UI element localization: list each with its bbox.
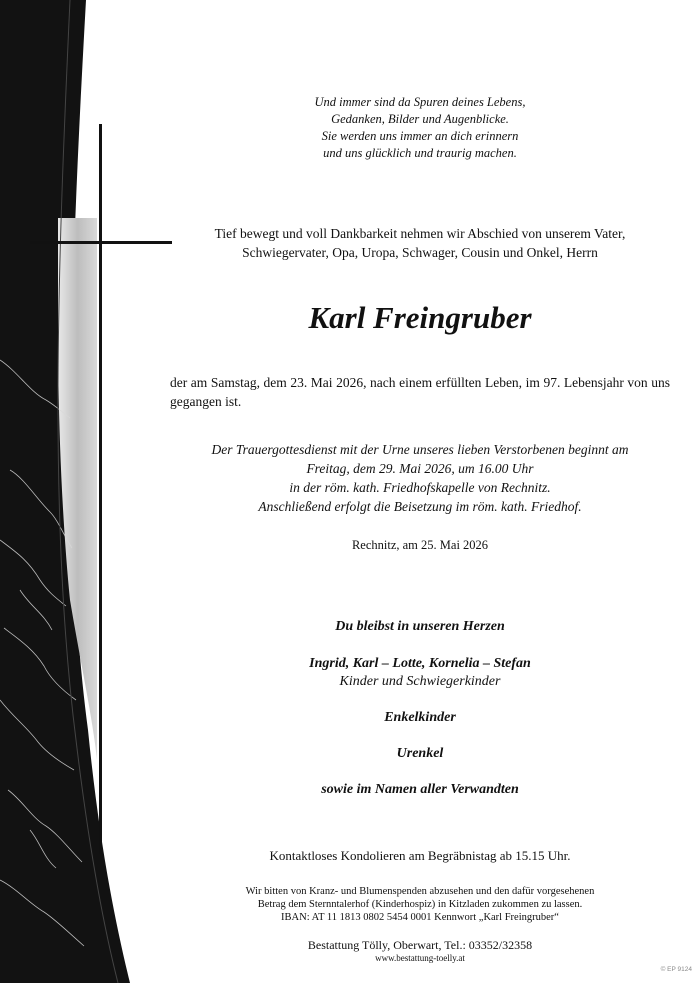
poem-line-1: Und immer sind da Spuren deines Lebens, <box>314 95 526 109</box>
service-date: Freitag, dem 29. Mai 2026, um 16.00 Uhr <box>306 461 534 476</box>
children-names: Ingrid, Karl – Lotte, Kornelia – Stefan <box>309 656 531 671</box>
funeral-home-website[interactable]: www.bestattung-toelly.at <box>375 953 465 963</box>
relatives: sowie im Namen aller Verwandten <box>321 782 519 797</box>
service-line-3: in der röm. kath. Friedhofskapelle von Rechnitz. <box>289 480 551 495</box>
children-label: Kinder und Schwiegerkinder <box>339 674 501 689</box>
great-grandchildren: Urenkel <box>396 746 444 761</box>
donation-line-2: Betrag dem Sternntalerhof (Kinderhospiz) in Kitzladen zukommen zu lassen. <box>257 899 583 910</box>
reference-code: © EP 9124 <box>660 966 692 973</box>
donation-line-1: Wir bitten von Kranz- und Blumenspenden abzusehen und den dafür vorgesehenen <box>245 886 595 897</box>
cross-vertical <box>99 124 102 854</box>
grandchildren: Enkelkinder <box>384 710 456 725</box>
donation-iban: IBAN: AT 11 1813 0802 5454 0001 Kennwort „Karl Freingruber“ <box>281 912 559 923</box>
intro-line-1: Tief bewegt und voll Dankbarkeit nehmen wir Abschied von unserem Vater, <box>214 226 626 241</box>
poem-line-2: Gedanken, Bilder und Augenblicke. <box>331 112 509 126</box>
condolence-note: Kontaktloses Kondolieren am Begräbnistag ab 15.15 Uhr. <box>269 848 571 863</box>
motto: Du bleibst in unseren Herzen <box>335 619 505 634</box>
service-line-1: Der Trauergottesdienst mit der Urne unseres lieben Verstorbenen beginnt am <box>211 442 629 457</box>
poem-line-4: und uns glücklich und traurig machen. <box>323 146 517 160</box>
deceased-name: Karl Freingruber <box>308 300 532 335</box>
death-notice: der am Samstag, dem 23. Mai 2026, nach einem erfüllten Leben, im 97. Lebensjahr von uns gegangen ist. <box>170 375 670 409</box>
place-date: Rechnitz, am 25. Mai 2026 <box>351 538 489 552</box>
intro-line-2: Schwiegervater, Opa, Uropa, Schwager, Cousin und Onkel, Herrn <box>242 245 598 260</box>
cross-horizontal <box>30 241 172 244</box>
service-line-4: Anschließend erfolgt die Beisetzung im röm. kath. Friedhof. <box>258 499 582 514</box>
poem-line-3: Sie werden uns immer an dich erinnern <box>321 129 519 143</box>
funeral-home: Bestattung Tölly, Oberwart, Tel.: 03352/32358 <box>307 938 533 952</box>
